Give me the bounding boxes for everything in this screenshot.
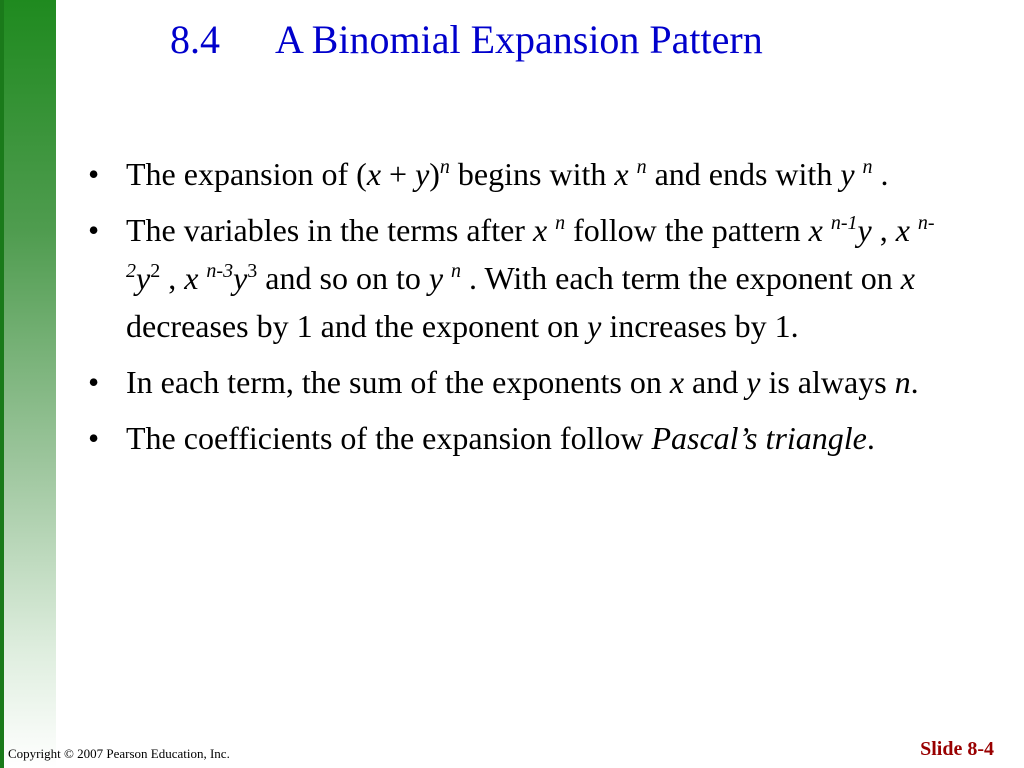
math-var: x — [900, 260, 915, 296]
text: increases by 1. — [601, 308, 799, 344]
bullet-list — [88, 150, 948, 470]
text: The coefficients of the expansion follow — [126, 420, 652, 456]
text: , — [871, 212, 896, 248]
math-var: y — [136, 260, 151, 296]
math-exponent: n-2 — [126, 212, 935, 282]
copyright-notice: Copyright © 2007 Pearson Education, Inc. — [8, 746, 230, 761]
math-exponent: n — [555, 212, 566, 234]
text: . — [872, 156, 889, 192]
math-exponent: n — [439, 156, 450, 178]
text: , — [160, 260, 185, 296]
text: ) — [429, 156, 440, 192]
title-text: A Binomial Expansion Pattern — [275, 17, 763, 62]
bullet-icon: • — [88, 212, 100, 248]
text: . — [866, 420, 875, 456]
math-var: y — [840, 156, 855, 192]
text: . — [910, 364, 919, 400]
text: + — [381, 156, 416, 192]
slide-number: Slide 8-4 — [920, 738, 994, 760]
math-exponent: 2 — [150, 260, 161, 282]
math-exponent: n-1 — [830, 212, 858, 234]
math-var: x — [366, 156, 382, 192]
math-exponent: n — [636, 156, 647, 178]
math-var: x — [895, 212, 910, 248]
section-number: 8.4 — [170, 17, 220, 62]
math-var: x — [614, 156, 629, 192]
bullet-icon: • — [88, 156, 100, 192]
slide-title — [170, 16, 763, 63]
math-exponent: n-3 — [206, 260, 234, 282]
text: is always — [760, 364, 895, 400]
text: . With each term the exponent on — [461, 260, 901, 296]
text: begins with — [449, 156, 615, 192]
text: In each term, the sum of the exponents on — [126, 364, 670, 400]
math-var: x — [669, 364, 685, 400]
math-var: x — [184, 260, 199, 296]
bullet-item-expansion — [88, 150, 948, 198]
text: The expansion of ( — [126, 156, 367, 192]
pascal-term: Pascal’s triangle — [651, 420, 867, 456]
math-exponent: n — [862, 156, 873, 178]
bullet-icon: • — [88, 420, 100, 456]
text: decreases by 1 and the exponent on — [126, 308, 588, 344]
text: and so on to — [257, 260, 429, 296]
math-exponent: 3 — [247, 260, 258, 282]
math-var: y — [428, 260, 444, 296]
math-var: y — [415, 156, 430, 192]
math-var: y — [746, 364, 761, 400]
math-var: y — [233, 260, 248, 296]
math-exponent: n — [451, 260, 462, 282]
text: and — [684, 364, 747, 400]
math-var: x — [532, 212, 548, 248]
bullet-icon: • — [88, 364, 100, 400]
bullet-item-variables — [88, 206, 948, 350]
math-var: y — [587, 308, 602, 344]
math-var: x — [808, 212, 823, 248]
sidebar-edge-line — [0, 0, 4, 768]
text: The variables in the terms after — [126, 212, 533, 248]
green-gradient-sidebar — [0, 0, 56, 768]
math-var: n — [894, 364, 911, 400]
text: follow the pattern — [565, 212, 809, 248]
bullet-item-coefficients — [88, 414, 948, 462]
bullet-item-sum — [88, 358, 948, 406]
text: and ends with — [646, 156, 841, 192]
math-var: y — [857, 212, 872, 248]
